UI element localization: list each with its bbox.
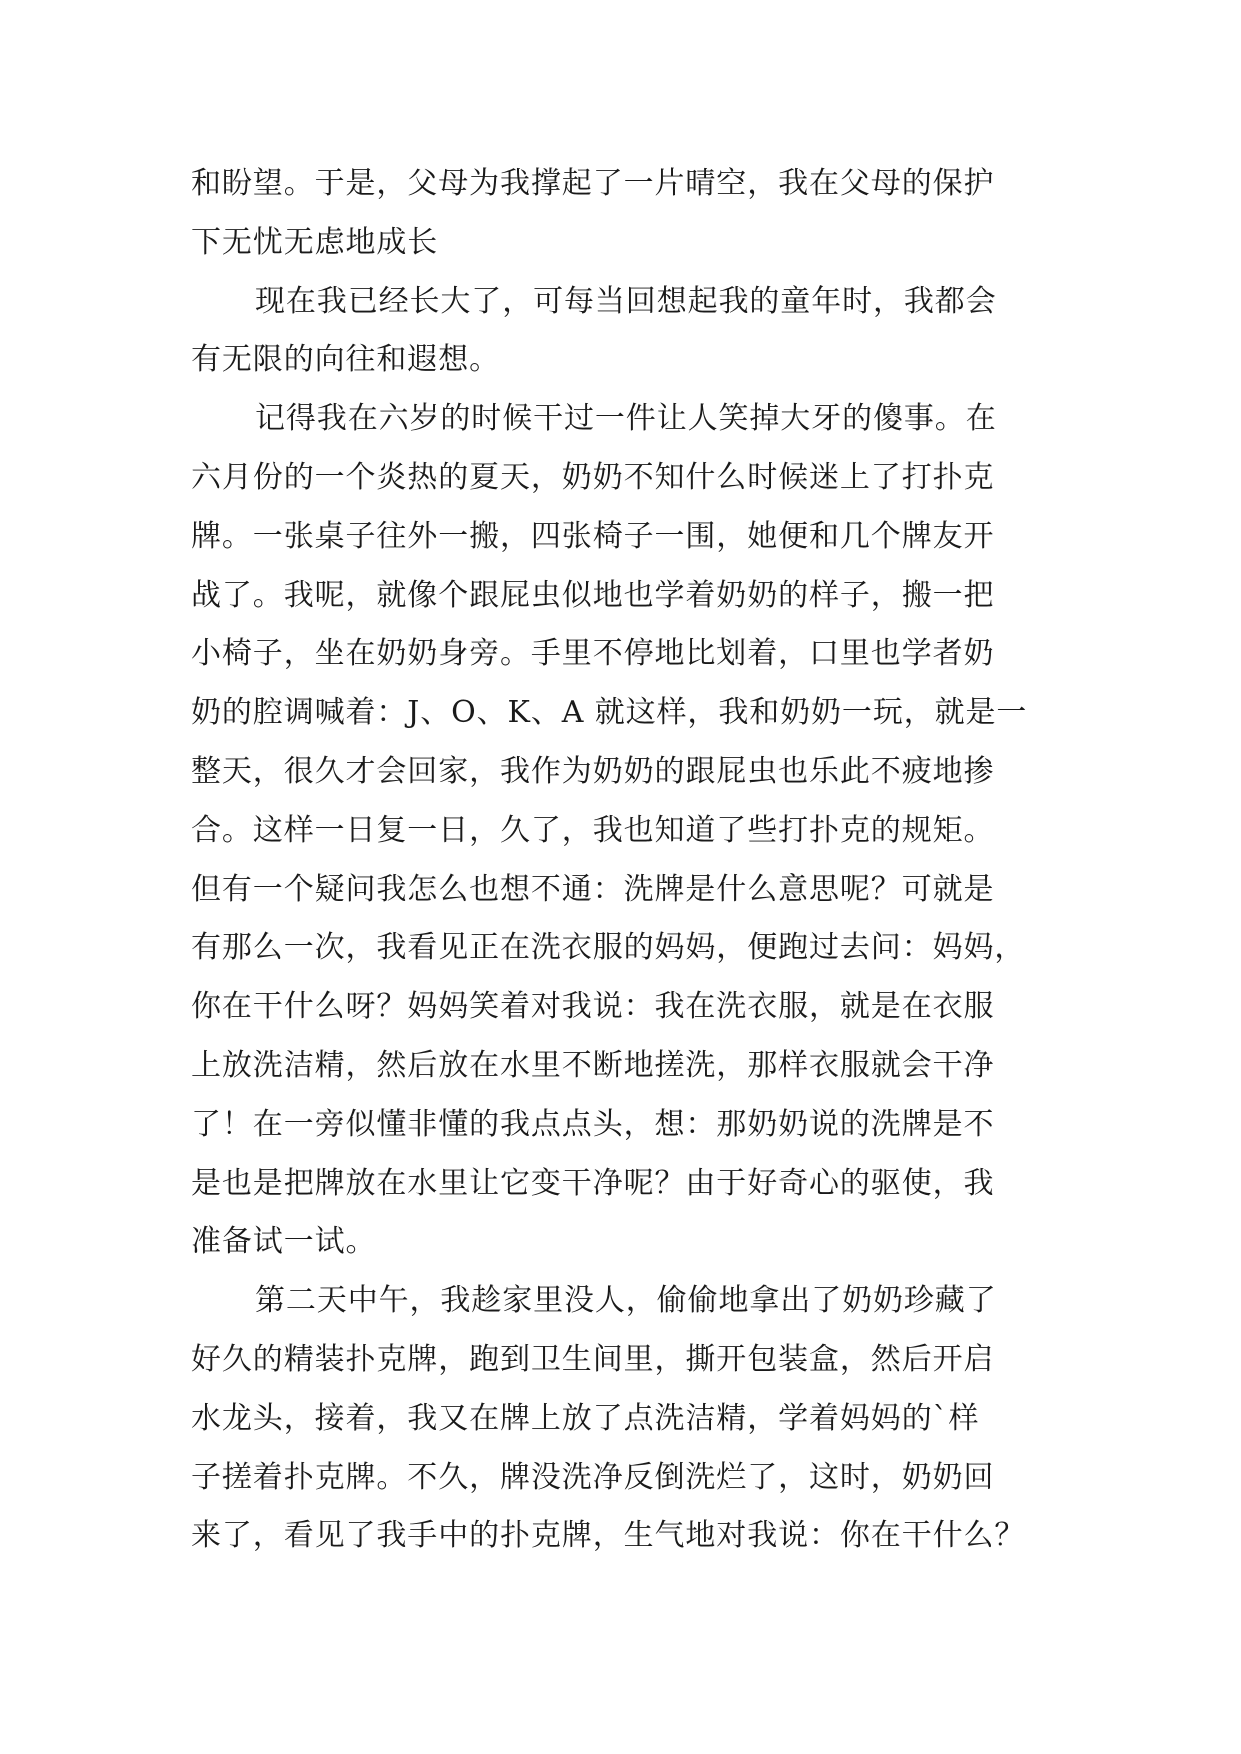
text-line: 但有一个疑问我怎么也想不通：洗牌是什么意思呢？可就是 (191, 871, 995, 907)
text-line: 子搓着扑克牌。不久，牌没洗净反倒洗烂了，这时，奶奶回 (191, 1459, 995, 1495)
text-line: 六月份的一个炎热的夏天，奶奶不知什么时候迷上了打扑克 (191, 459, 995, 495)
text-line: 小椅子，坐在奶奶身旁。手里不停地比划着，口里也学者奶 (191, 636, 995, 672)
text-line: 了！在一旁似懂非懂的我点点头，想：那奶奶说的洗牌是不 (191, 1106, 995, 1142)
text-line: 水龙头，接着，我又在牌上放了点洗洁精，学着妈妈的`样 (191, 1400, 980, 1436)
text-line: 你在干什么呀？妈妈笑着对我说：我在洗衣服，就是在衣服 (191, 989, 995, 1025)
text-line: 好久的精装扑克牌，跑到卫生间里，撕开包装盒，然后开启 (191, 1341, 995, 1377)
text-line: 整天，很久才会回家，我作为奶奶的跟屁虫也乐此不疲地掺 (191, 753, 995, 789)
text-line: 有无限的向往和遐想。 (191, 342, 500, 378)
text-line: 是也是把牌放在水里让它变干净呢？由于好奇心的驱使，我 (191, 1165, 995, 1201)
paragraph-first-line: 第二天中午，我趁家里没人，偷偷地拿出了奶奶珍藏了 (255, 1283, 997, 1319)
document-body (191, 155, 1051, 1566)
text-line: 有那么一次，我看见正在洗衣服的妈妈，便跑过去问：妈妈， (191, 930, 1026, 966)
paragraph-first-line: 现在我已经长大了，可每当回想起我的童年时，我都会 (255, 283, 997, 319)
text-line: 和盼望。于是，父母为我撑起了一片晴空，我在父母的保护 (191, 166, 995, 201)
paragraph-first-line: 记得我在六岁的时候干过一件让人笑掉大牙的傻事。在 (255, 401, 997, 437)
text-line: 牌。一张桌子往外一搬，四张椅子一围，她便和几个牌友开 (191, 518, 995, 554)
text-line: 下无忧无虑地成长 (191, 224, 439, 260)
text-line: 战了。我呢，就像个跟屁虫似地也学着奶奶的样子，搬一把 (191, 577, 995, 613)
text-line: 奶的腔调喊着：J、O、K、A 就这样，我和奶奶一玩，就是一 (191, 695, 1028, 731)
text-line: 来了，看见了我手中的扑克牌，生气地对我说：你在干什么？ (191, 1518, 1026, 1554)
text-line: 准备试一试。 (191, 1224, 377, 1260)
text-line: 合。这样一日复一日，久了，我也知道了些打扑克的规矩。 (191, 812, 995, 848)
text-line: 上放洗洁精，然后放在水里不断地搓洗，那样衣服就会干净 (191, 1047, 995, 1083)
